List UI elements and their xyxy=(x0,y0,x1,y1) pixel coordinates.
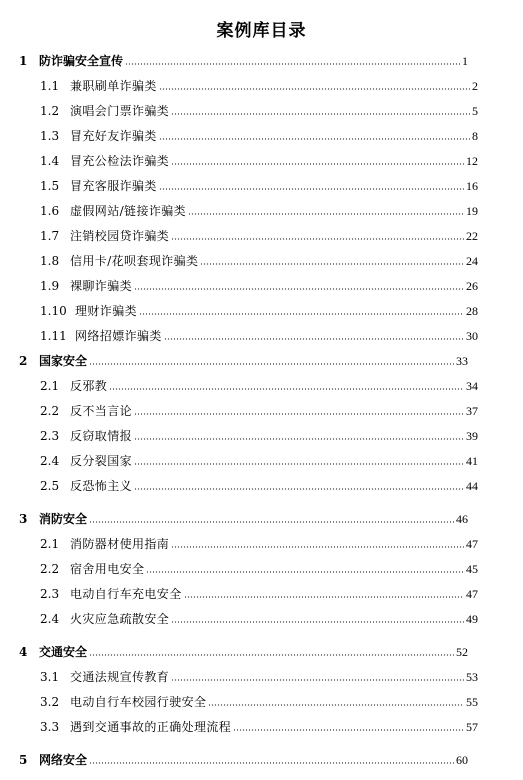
toc-number: 3.1 xyxy=(40,670,60,684)
dot-leader xyxy=(134,288,464,290)
toc-section[interactable] xyxy=(40,586,478,602)
toc-title: 反窃取情报 xyxy=(70,429,133,443)
dot-leader xyxy=(125,63,460,65)
toc-section[interactable] xyxy=(40,303,478,319)
toc-page-number: 24 xyxy=(466,254,478,268)
toc-page-number: 47 xyxy=(466,537,478,551)
toc-page-number: 45 xyxy=(466,562,478,576)
toc-title: 反不当言论 xyxy=(70,404,133,418)
dot-leader xyxy=(134,488,464,490)
toc-number: 1 xyxy=(19,54,28,68)
toc-page-number: 1 xyxy=(462,54,468,68)
dot-leader xyxy=(89,654,454,656)
toc-section[interactable] xyxy=(40,611,478,627)
toc-page-number: 53 xyxy=(466,670,478,684)
toc-number: 2.2 xyxy=(40,562,60,576)
toc-section[interactable] xyxy=(40,78,478,94)
toc-number: 2.1 xyxy=(40,537,60,551)
toc-page-number: 19 xyxy=(466,204,478,218)
dot-leader xyxy=(159,188,464,190)
toc-section[interactable] xyxy=(40,403,478,419)
toc-title: 遇到交通事故的正确处理流程 xyxy=(70,720,232,734)
toc-section[interactable] xyxy=(40,719,478,735)
toc-number: 2.3 xyxy=(40,587,60,601)
toc-section[interactable] xyxy=(40,278,478,294)
toc-title: 兼职刷单诈骗类 xyxy=(70,79,157,93)
toc-page-number: 8 xyxy=(472,129,478,143)
dot-leader xyxy=(188,213,464,215)
toc-title: 注销校园贷诈骗类 xyxy=(70,229,170,243)
toc-page-number: 46 xyxy=(456,512,468,526)
toc-title: 国家安全 xyxy=(39,354,88,368)
dot-leader xyxy=(89,521,454,523)
toc-section[interactable] xyxy=(40,453,478,469)
toc-chapter[interactable] xyxy=(19,53,468,69)
dot-leader xyxy=(171,546,464,548)
toc-number: 1.8 xyxy=(40,254,60,268)
toc-page-number: 12 xyxy=(466,154,478,168)
toc-title: 裸聊诈骗类 xyxy=(70,279,133,293)
dot-leader xyxy=(134,463,464,465)
toc-number: 2 xyxy=(19,354,28,368)
dot-leader xyxy=(109,388,464,390)
toc-chapter[interactable] xyxy=(19,511,468,527)
toc-page-number: 49 xyxy=(466,612,478,626)
toc-title: 宿舍用电安全 xyxy=(70,562,145,576)
toc-page-number: 33 xyxy=(456,354,468,368)
toc-page-number: 5 xyxy=(472,104,478,118)
toc-chapter[interactable] xyxy=(19,752,468,768)
toc-title: 电动自行车充电安全 xyxy=(70,587,182,601)
dot-leader xyxy=(146,571,464,573)
dot-leader xyxy=(171,113,470,115)
dot-leader xyxy=(171,238,464,240)
toc-section[interactable] xyxy=(40,253,478,269)
toc-title: 交通法规宣传教育 xyxy=(70,670,170,684)
page-title: 案例库目录 xyxy=(216,21,307,41)
toc-title: 反分裂国家 xyxy=(70,454,133,468)
toc-number: 1.9 xyxy=(40,279,60,293)
dot-leader xyxy=(184,596,464,598)
toc-section[interactable] xyxy=(40,378,478,394)
toc-title: 反恐怖主义 xyxy=(70,479,133,493)
toc-number: 1.6 xyxy=(40,204,60,218)
toc-chapter[interactable] xyxy=(19,644,468,660)
toc-number: 3.2 xyxy=(40,695,60,709)
toc-page-number: 22 xyxy=(466,229,478,243)
toc-title: 冒充好友诈骗类 xyxy=(70,129,157,143)
toc-page-number: 39 xyxy=(466,429,478,443)
toc-section[interactable] xyxy=(40,478,478,494)
toc-section[interactable] xyxy=(40,328,478,344)
dot-leader xyxy=(208,704,464,706)
toc-page-number: 57 xyxy=(466,720,478,734)
toc-page-number: 60 xyxy=(456,753,468,767)
dot-leader xyxy=(134,413,464,415)
toc-page-number: 34 xyxy=(466,379,478,393)
dot-leader xyxy=(233,729,464,731)
toc-title: 冒充公检法诈骗类 xyxy=(70,154,170,168)
dot-leader xyxy=(171,621,464,623)
toc-number: 2.4 xyxy=(40,612,60,626)
toc-page-number: 55 xyxy=(466,695,478,709)
dot-leader xyxy=(89,762,454,764)
toc-section[interactable] xyxy=(40,694,478,710)
dot-leader xyxy=(134,438,464,440)
toc-page-number: 52 xyxy=(456,645,468,659)
toc-page-number: 47 xyxy=(466,587,478,601)
toc-title: 火灾应急疏散安全 xyxy=(70,612,170,626)
dot-leader xyxy=(164,338,464,340)
toc-number: 2.3 xyxy=(40,429,60,443)
toc-title: 消防安全 xyxy=(39,512,88,526)
toc-number: 1.3 xyxy=(40,129,60,143)
toc-number: 1.2 xyxy=(40,104,60,118)
dot-leader xyxy=(159,138,470,140)
toc-page-number: 16 xyxy=(466,179,478,193)
toc-page-number: 2 xyxy=(472,79,478,93)
toc-number: 1.7 xyxy=(40,229,60,243)
toc-title: 虚假网站/链接诈骗类 xyxy=(70,204,187,218)
toc-title: 消防器材使用指南 xyxy=(70,537,170,551)
toc-title: 反邪教 xyxy=(70,379,108,393)
toc-section[interactable] xyxy=(40,103,478,119)
toc-title: 演唱会门票诈骗类 xyxy=(70,104,170,118)
toc-number: 1.5 xyxy=(40,179,60,193)
toc-number: 1.4 xyxy=(40,154,60,168)
toc-page-number: 26 xyxy=(466,279,478,293)
toc-title: 网络安全 xyxy=(39,753,88,767)
toc-number: 2.4 xyxy=(40,454,60,468)
toc-section[interactable] xyxy=(40,428,478,444)
dot-leader xyxy=(171,679,464,681)
toc-section[interactable] xyxy=(40,128,478,144)
toc-section[interactable] xyxy=(40,178,478,194)
toc-title: 电动自行车校园行驶安全 xyxy=(70,695,207,709)
toc-number: 2.2 xyxy=(40,404,60,418)
toc-section[interactable] xyxy=(40,669,478,685)
toc-title: 网络招嫖诈骗类 xyxy=(75,329,162,343)
toc-section[interactable] xyxy=(40,153,478,169)
toc-number: 3 xyxy=(19,512,28,526)
toc-number: 1.1 xyxy=(40,79,60,93)
toc-page-number: 30 xyxy=(466,329,478,343)
toc-section[interactable] xyxy=(40,228,478,244)
toc-section[interactable] xyxy=(40,536,478,552)
toc-title: 冒充客服诈骗类 xyxy=(70,179,157,193)
dot-leader xyxy=(139,313,464,315)
toc-section[interactable] xyxy=(40,561,478,577)
dot-leader xyxy=(171,163,464,165)
toc-number: 4 xyxy=(19,645,28,659)
toc-number: 2.5 xyxy=(40,479,60,493)
toc-title: 理财诈骗类 xyxy=(75,304,138,318)
toc-title: 交通安全 xyxy=(39,645,88,659)
toc-page-number: 28 xyxy=(466,304,478,318)
toc-number: 2.1 xyxy=(40,379,60,393)
toc-number: 1.11 xyxy=(40,329,67,343)
dot-leader xyxy=(200,263,464,265)
toc-chapter[interactable] xyxy=(19,353,468,369)
toc-title: 防诈骗安全宣传 xyxy=(39,54,124,68)
toc-page-number: 41 xyxy=(466,454,478,468)
toc-number: 5 xyxy=(19,753,28,767)
toc-title: 信用卡/花呗套现诈骗类 xyxy=(70,254,199,268)
toc-number: 1.10 xyxy=(40,304,67,318)
toc-page-number: 37 xyxy=(466,404,478,418)
toc-number: 3.3 xyxy=(40,720,60,734)
toc-section[interactable] xyxy=(40,203,478,219)
dot-leader xyxy=(89,363,454,365)
dot-leader xyxy=(159,88,470,90)
toc-page-number: 44 xyxy=(466,479,478,493)
